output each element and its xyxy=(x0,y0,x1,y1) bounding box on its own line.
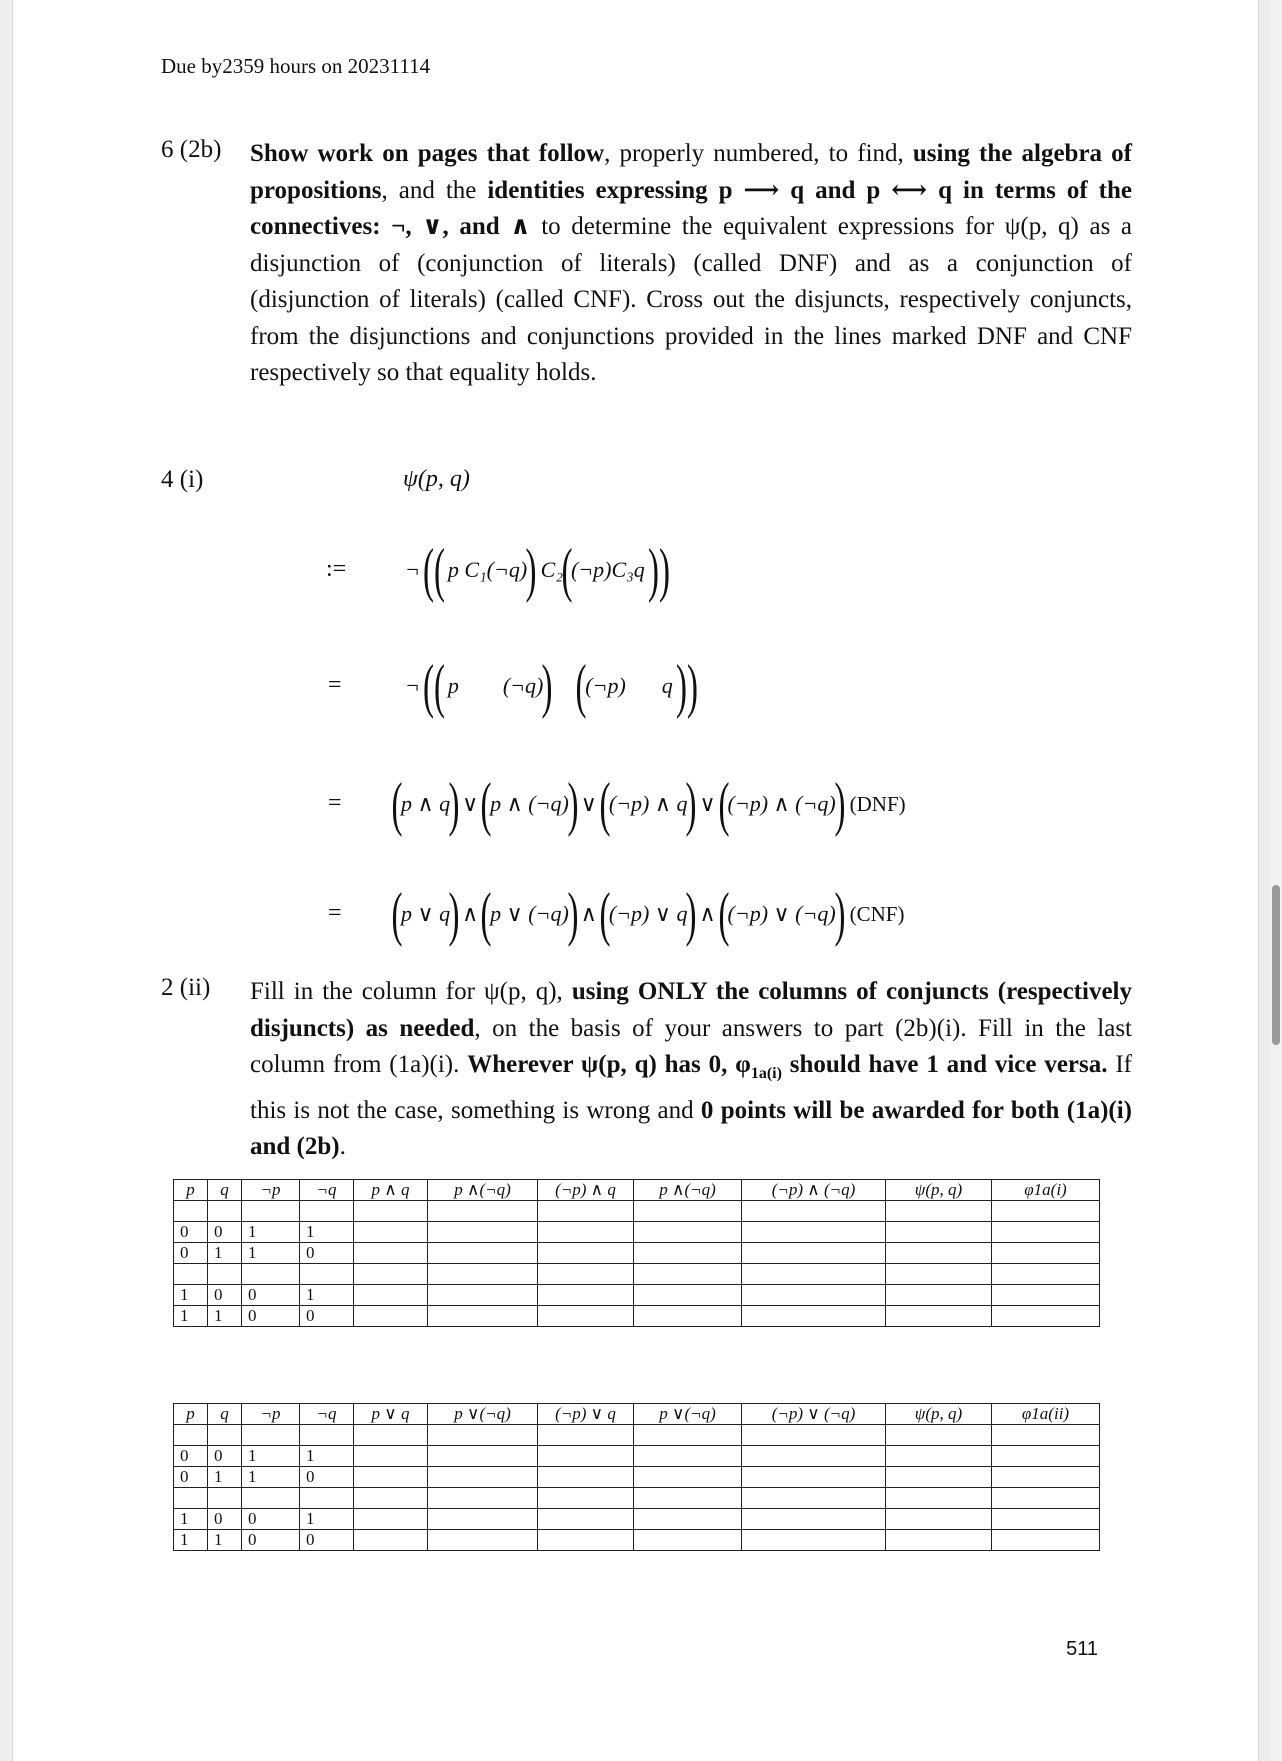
table-cell xyxy=(208,1201,242,1222)
paren: ) xyxy=(567,881,579,947)
table-cell xyxy=(174,1201,208,1222)
table-cell[interactable] xyxy=(634,1222,742,1243)
table-cell xyxy=(242,1488,300,1509)
q6-text-6: to determine the equivalent expressions for ψ(p, q) as a disjunction of (conjunction of literals) (called DNF) and as a conjunction of (disjunction of literals) (called CNF). Cross out the disjuncts, respectively conjuncts, from the disjunctions and conjunctions provided in the lines marked DNF and CNF respectively so that equality holds. xyxy=(250,213,1133,386)
table-cell: 1 xyxy=(208,1243,242,1264)
column-header: p ∨(¬q) xyxy=(428,1404,538,1425)
column-header: p ∨ q xyxy=(354,1404,428,1425)
table-cell[interactable] xyxy=(634,1488,742,1509)
table-cell[interactable] xyxy=(992,1509,1100,1530)
table-row xyxy=(174,1530,1100,1551)
neg-q: (¬q) xyxy=(486,557,528,582)
paren: ) xyxy=(685,771,697,837)
column-header: ¬q xyxy=(300,1404,354,1425)
table-cell[interactable] xyxy=(634,1446,742,1467)
column-header: ψ(p, q) xyxy=(886,1404,992,1425)
substitution-line xyxy=(405,646,701,726)
table-cell[interactable] xyxy=(742,1488,886,1509)
column-header: (¬p) ∨ (¬q) xyxy=(742,1404,886,1425)
table-cell xyxy=(300,1201,354,1222)
table-cell[interactable] xyxy=(354,1446,428,1467)
neg-p: (¬p) xyxy=(570,557,612,582)
table-cell: 0 xyxy=(174,1446,208,1467)
table-cell[interactable] xyxy=(538,1306,634,1327)
connective-c1: C₁ xyxy=(464,557,487,582)
table-row xyxy=(174,1509,1100,1530)
table-cell[interactable] xyxy=(538,1201,634,1222)
table-row xyxy=(174,1243,1100,1264)
table-cell[interactable] xyxy=(742,1243,886,1264)
table-cell[interactable] xyxy=(538,1264,634,1285)
table-cell: 1 xyxy=(174,1306,208,1327)
table-cell: 0 xyxy=(208,1222,242,1243)
table-cell[interactable] xyxy=(992,1446,1100,1467)
table-cell[interactable] xyxy=(538,1446,634,1467)
and-symbol: ∧ xyxy=(580,901,597,926)
table-row xyxy=(174,1425,1100,1446)
paren: )) xyxy=(647,537,670,603)
table-cell: 0 xyxy=(174,1243,208,1264)
table-cell[interactable] xyxy=(428,1425,538,1446)
q6-text-4: , and the xyxy=(381,176,488,204)
table-cell: 1 xyxy=(174,1530,208,1551)
q6-bold-5: identities expressing p ⟶ q and p ⟷ q in terms of the connectives: ¬, ∨, and ∧ xyxy=(250,176,1132,240)
table-cell: 1 xyxy=(300,1285,354,1306)
table-cell xyxy=(242,1264,300,1285)
column-header: (¬p) ∨ q xyxy=(538,1404,634,1425)
paren: ( xyxy=(718,771,730,837)
table-cell[interactable] xyxy=(354,1467,428,1488)
paren: ) xyxy=(567,771,579,837)
table-cell[interactable] xyxy=(742,1446,886,1467)
table-row xyxy=(174,1306,1100,1327)
table-cell: 0 xyxy=(300,1467,354,1488)
paren: ( xyxy=(480,771,492,837)
table-cell[interactable] xyxy=(886,1446,992,1467)
column-header: ψ(p, q) xyxy=(886,1180,992,1201)
p2-bold-7: 0 points will be awarded for both (1a)(i) and (2b) xyxy=(250,1096,1132,1160)
scrollbar-thumb[interactable] xyxy=(1272,885,1280,1045)
table-cell: 1 xyxy=(208,1530,242,1551)
p2-text-1: Fill in the column for ψ(p, q), xyxy=(250,978,572,1005)
paren: ) xyxy=(448,881,460,947)
table-cell[interactable] xyxy=(992,1243,1100,1264)
and-symbol: ∧ xyxy=(462,901,479,926)
table-cell[interactable] xyxy=(634,1509,742,1530)
paren: ) xyxy=(448,771,460,837)
table-cell[interactable] xyxy=(742,1425,886,1446)
table-cell[interactable] xyxy=(886,1306,992,1327)
table-cell: 1 xyxy=(242,1222,300,1243)
paren: ( xyxy=(599,771,611,837)
paren: )) xyxy=(675,653,698,719)
table-cell[interactable] xyxy=(992,1222,1100,1243)
table-cell[interactable] xyxy=(634,1243,742,1264)
table-cell: 0 xyxy=(208,1285,242,1306)
and-symbol: ∧ xyxy=(699,901,716,926)
table-cell[interactable] xyxy=(992,1425,1100,1446)
table-cell[interactable] xyxy=(538,1530,634,1551)
column-header: q xyxy=(208,1180,242,1201)
column-header: p xyxy=(174,1404,208,1425)
part-ii-number: 2 (ii) xyxy=(161,974,211,1001)
equals-sign: = xyxy=(328,790,342,816)
page-number: 511 xyxy=(1066,1638,1098,1660)
cnf-term[interactable]: p ∨ (¬q) xyxy=(490,901,569,926)
p2-text-3: , on the basis of your answers to part (2b)(i). Fill in the last column from (1a)(i). xyxy=(250,1014,1132,1078)
table-cell[interactable] xyxy=(538,1425,634,1446)
scrollbar[interactable] xyxy=(1270,0,1282,1761)
paren: ) xyxy=(541,653,553,719)
table-cell xyxy=(174,1488,208,1509)
table-cell[interactable] xyxy=(428,1285,538,1306)
question-number: 6 (2b) xyxy=(161,136,222,163)
table-cell: 1 xyxy=(300,1222,354,1243)
table-row xyxy=(174,1488,1100,1509)
table-cell: 1 xyxy=(300,1446,354,1467)
document-page xyxy=(12,0,1259,1761)
part-ii-text xyxy=(250,974,1132,1166)
table-cell: 0 xyxy=(242,1306,300,1327)
table-cell: 0 xyxy=(208,1446,242,1467)
table-row xyxy=(174,1222,1100,1243)
dnf-term[interactable]: p ∧ q xyxy=(400,791,451,816)
column-header: p ∧(¬q) xyxy=(428,1180,538,1201)
table-cell[interactable] xyxy=(992,1467,1100,1488)
paren: (( xyxy=(422,653,445,719)
part-i-number: 4 (i) xyxy=(161,466,204,493)
dnf-term[interactable]: p ∧ (¬q) xyxy=(490,791,569,816)
neg-symbol: ¬ xyxy=(405,673,420,698)
table-cell xyxy=(242,1425,300,1446)
or-symbol: ∨ xyxy=(580,791,597,816)
paren: ( xyxy=(391,881,403,947)
table-row xyxy=(174,1201,1100,1222)
column-header: (¬p) ∧ q xyxy=(538,1180,634,1201)
table-cell[interactable] xyxy=(538,1488,634,1509)
column-header: q xyxy=(208,1404,242,1425)
table-cell[interactable] xyxy=(538,1285,634,1306)
p2-subscript: 1a(i) xyxy=(750,1065,782,1082)
table-cell: 1 xyxy=(242,1467,300,1488)
table-cell: 1 xyxy=(174,1285,208,1306)
table-cell[interactable] xyxy=(992,1264,1100,1285)
table-cell[interactable] xyxy=(886,1243,992,1264)
table-cell[interactable] xyxy=(354,1306,428,1327)
defeq-sign: := xyxy=(326,556,347,582)
table-cell[interactable] xyxy=(428,1222,538,1243)
table-cell: 0 xyxy=(242,1530,300,1551)
table-cell xyxy=(174,1425,208,1446)
table-cell xyxy=(300,1425,354,1446)
paren: ( xyxy=(480,881,492,947)
or-symbol: ∨ xyxy=(699,791,716,816)
column-header: ¬q xyxy=(300,1180,354,1201)
dnf-term[interactable]: (¬p) ∧ (¬q) xyxy=(727,791,836,816)
table-cell[interactable] xyxy=(886,1285,992,1306)
table-cell: 1 xyxy=(208,1467,242,1488)
paren: ( xyxy=(718,881,730,947)
table-cell xyxy=(208,1264,242,1285)
table-cell: 1 xyxy=(174,1509,208,1530)
table-cell[interactable] xyxy=(354,1530,428,1551)
cnf-term[interactable]: (¬p) ∨ (¬q) xyxy=(727,901,836,926)
table-cell[interactable] xyxy=(886,1201,992,1222)
equals-sign: = xyxy=(328,900,342,926)
table-cell[interactable] xyxy=(634,1306,742,1327)
table-row xyxy=(174,1467,1100,1488)
dnf-line xyxy=(393,764,906,844)
q6-bold-1: Show work on pages that follow xyxy=(250,140,605,167)
table-cell[interactable] xyxy=(354,1509,428,1530)
table-cell[interactable] xyxy=(992,1285,1100,1306)
table-cell[interactable] xyxy=(742,1467,886,1488)
q6-bold-3: using the algebra of propositions xyxy=(250,140,1132,204)
column-header: φ1a(ii) xyxy=(992,1404,1100,1425)
cnf-line xyxy=(393,874,904,954)
table-cell[interactable] xyxy=(428,1467,538,1488)
table-cell: 0 xyxy=(208,1509,242,1530)
table-cell[interactable] xyxy=(992,1201,1100,1222)
table-cell[interactable] xyxy=(634,1467,742,1488)
column-header: p ∧ q xyxy=(354,1180,428,1201)
paren: ) xyxy=(685,881,697,947)
cnf-label: (CNF) xyxy=(849,901,905,926)
table-cell[interactable] xyxy=(992,1530,1100,1551)
neg-q: (¬q) xyxy=(502,673,544,698)
column-header: φ1a(i) xyxy=(992,1180,1100,1201)
table-cell[interactable] xyxy=(428,1530,538,1551)
table-cell[interactable] xyxy=(354,1201,428,1222)
table-cell[interactable] xyxy=(428,1264,538,1285)
truth-table-disjunctions xyxy=(173,1403,1100,1551)
table-cell xyxy=(174,1264,208,1285)
var-q: q xyxy=(661,673,673,698)
table-cell[interactable] xyxy=(742,1285,886,1306)
table-cell xyxy=(208,1425,242,1446)
neg-symbol: ¬ xyxy=(405,557,420,582)
table-row xyxy=(174,1264,1100,1285)
table-cell: 1 xyxy=(208,1306,242,1327)
table-cell[interactable] xyxy=(742,1509,886,1530)
cnf-term[interactable]: (¬p) ∨ q xyxy=(608,901,688,926)
table-cell[interactable] xyxy=(354,1488,428,1509)
table-cell[interactable] xyxy=(742,1264,886,1285)
equals-sign: = xyxy=(328,672,342,698)
p2-text-6: If this is not the case, something is wrong and xyxy=(250,1051,1132,1124)
table-row xyxy=(174,1285,1100,1306)
column-header: ¬p xyxy=(242,1404,300,1425)
paren: ( xyxy=(561,537,573,603)
paren: ( xyxy=(391,771,403,837)
table-cell: 0 xyxy=(174,1222,208,1243)
connective-c3: C₃ xyxy=(611,557,634,582)
table-cell[interactable] xyxy=(742,1530,886,1551)
table-cell[interactable] xyxy=(354,1425,428,1446)
table-cell xyxy=(300,1264,354,1285)
table-cell: 0 xyxy=(300,1530,354,1551)
due-date-header: Due by2359 hours on 20231114 xyxy=(161,54,431,78)
table-cell[interactable] xyxy=(742,1306,886,1327)
table-cell[interactable] xyxy=(538,1467,634,1488)
table-cell[interactable] xyxy=(886,1425,992,1446)
or-symbol: ∨ xyxy=(462,791,479,816)
column-header: p ∧(¬q) xyxy=(634,1180,742,1201)
neg-p: (¬p) xyxy=(585,673,626,698)
table-cell[interactable] xyxy=(886,1467,992,1488)
definition-line xyxy=(405,530,673,610)
psi-expression: ψ(p, q) xyxy=(403,466,470,492)
table-cell[interactable] xyxy=(428,1243,538,1264)
table-cell: 0 xyxy=(242,1509,300,1530)
paren: ( xyxy=(575,653,587,719)
var-p: p xyxy=(447,557,459,582)
table-cell[interactable] xyxy=(428,1446,538,1467)
column-header: p xyxy=(174,1180,208,1201)
table-cell[interactable] xyxy=(428,1488,538,1509)
column-header: (¬p) ∧ (¬q) xyxy=(742,1180,886,1201)
table-cell[interactable] xyxy=(634,1425,742,1446)
table-cell: 1 xyxy=(242,1243,300,1264)
p2-bold-4: Wherever ψ(p, q) has 0, φ xyxy=(467,1051,751,1078)
connective-c2: C₂ xyxy=(540,557,563,582)
question-6-text xyxy=(250,136,1132,392)
table-cell[interactable] xyxy=(634,1201,742,1222)
p2-text-8: . xyxy=(339,1133,346,1160)
truth-table-conjunctions xyxy=(173,1179,1100,1327)
table-cell xyxy=(208,1488,242,1509)
table-cell[interactable] xyxy=(428,1201,538,1222)
var-q: q xyxy=(633,557,645,582)
table-cell[interactable] xyxy=(992,1306,1100,1327)
table-cell: 0 xyxy=(242,1285,300,1306)
table-cell[interactable] xyxy=(992,1488,1100,1509)
table-cell[interactable] xyxy=(886,1530,992,1551)
cnf-term[interactable]: p ∨ q xyxy=(400,901,451,926)
p2-bold-2: using ONLY the columns of conjuncts (respectively disjuncts) as needed xyxy=(250,978,1132,1042)
paren: ) xyxy=(834,881,846,947)
paren: (( xyxy=(422,537,445,603)
table-cell[interactable] xyxy=(742,1222,886,1243)
paren: ) xyxy=(834,771,846,837)
table-cell[interactable] xyxy=(354,1222,428,1243)
table-cell[interactable] xyxy=(634,1285,742,1306)
table-cell[interactable] xyxy=(354,1243,428,1264)
column-header: ¬p xyxy=(242,1180,300,1201)
table-cell: 0 xyxy=(300,1306,354,1327)
dnf-term[interactable]: (¬p) ∧ q xyxy=(608,791,688,816)
table-cell[interactable] xyxy=(428,1509,538,1530)
table-row xyxy=(174,1446,1100,1467)
table-cell[interactable] xyxy=(634,1530,742,1551)
table-cell[interactable] xyxy=(354,1264,428,1285)
table-cell[interactable] xyxy=(538,1243,634,1264)
dnf-label: (DNF) xyxy=(849,791,906,816)
table-cell: 1 xyxy=(300,1509,354,1530)
table-cell[interactable] xyxy=(886,1488,992,1509)
table-cell[interactable] xyxy=(354,1285,428,1306)
table-cell[interactable] xyxy=(538,1509,634,1530)
table-cell[interactable] xyxy=(742,1201,886,1222)
table-cell[interactable] xyxy=(886,1509,992,1530)
table-cell xyxy=(242,1201,300,1222)
table-cell[interactable] xyxy=(538,1222,634,1243)
table-cell: 0 xyxy=(174,1467,208,1488)
paren: ) xyxy=(525,537,537,603)
table-cell: 0 xyxy=(300,1243,354,1264)
q6-text-2: , properly numbered, to find, xyxy=(604,140,913,167)
paren: ( xyxy=(599,881,611,947)
table-cell: 1 xyxy=(242,1446,300,1467)
column-header: p ∨(¬q) xyxy=(634,1404,742,1425)
table-cell[interactable] xyxy=(886,1264,992,1285)
p2-bold-5: should have 1 and vice versa. xyxy=(781,1051,1108,1078)
var-p: p xyxy=(447,673,459,698)
table-cell xyxy=(300,1488,354,1509)
table-cell[interactable] xyxy=(428,1306,538,1327)
table-cell[interactable] xyxy=(634,1264,742,1285)
table-cell[interactable] xyxy=(886,1222,992,1243)
